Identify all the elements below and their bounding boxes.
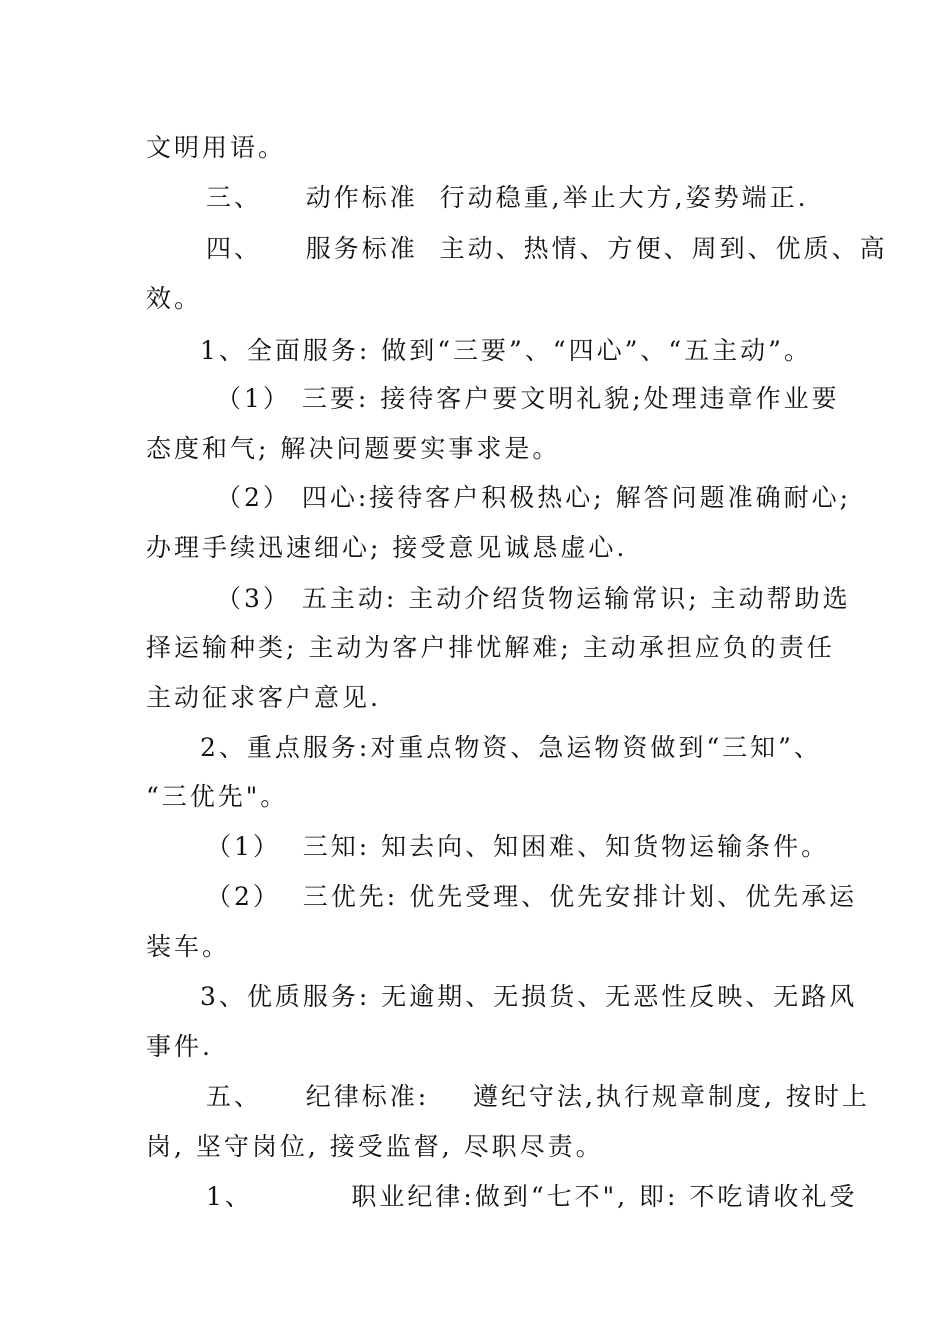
- text-line: 事件.: [146, 1032, 213, 1061]
- subsection-key-service: 2、重点服务:对重点物资、急运物资做到“三知”、: [200, 733, 822, 762]
- item-three-priorities: （2） 三优先: 优先受理、优先安排计划、优先承运: [206, 882, 858, 911]
- text-line: 文明用语。: [146, 133, 287, 162]
- subsection-professional-discipline: 1、 职业纪律:做到“七不", 即: 不吃请收礼受: [206, 1182, 858, 1211]
- item-four-hearts: （2） 四心:接待客户积极热心; 解答问题准确耐心;: [216, 483, 852, 512]
- section-heading-discipline-standard: 五、 纪律标准: 遵纪守法,执行规章制度, 按时上: [206, 1082, 870, 1111]
- subsection-comprehensive-service: 1、全面服务: 做到“三要”、“四心”、“五主动”。: [200, 336, 812, 365]
- item-five-initiatives: （3） 五主动: 主动介绍货物运输常识; 主动帮助选: [216, 584, 851, 613]
- section-heading-action-standard: 三、 动作标准 行动稳重,举止大方,姿势端正.: [206, 183, 809, 212]
- text-line: “三优先"。: [146, 782, 289, 811]
- text-line: 态度和气; 解决问题要实事求是。: [146, 434, 561, 463]
- item-three-knows: （1） 三知: 知去向、知困难、知货物运输条件。: [206, 832, 830, 861]
- text-line: 装车。: [146, 932, 231, 961]
- text-line: 择运输种类; 主动为客户排忧解难; 主动承担应负的责任: [146, 633, 835, 662]
- item-three-requirements: （1） 三要: 接待客户要文明礼貌;处理违章作业要: [216, 384, 840, 413]
- text-line: 主动征求客户意见.: [146, 683, 381, 712]
- text-line: 办理手续迅速细心; 接受意见诚恳虚心.: [146, 533, 628, 562]
- subsection-quality-service: 3、优质服务: 无逾期、无损货、无恶性反映、无路风: [200, 982, 858, 1011]
- text-line: 岗, 坚守岗位, 接受监督, 尽职尽责。: [146, 1132, 604, 1161]
- section-heading-service-standard: 四、 服务标准 主动、热情、方便、周到、优质、高: [206, 234, 888, 263]
- text-line: 效。: [146, 284, 203, 313]
